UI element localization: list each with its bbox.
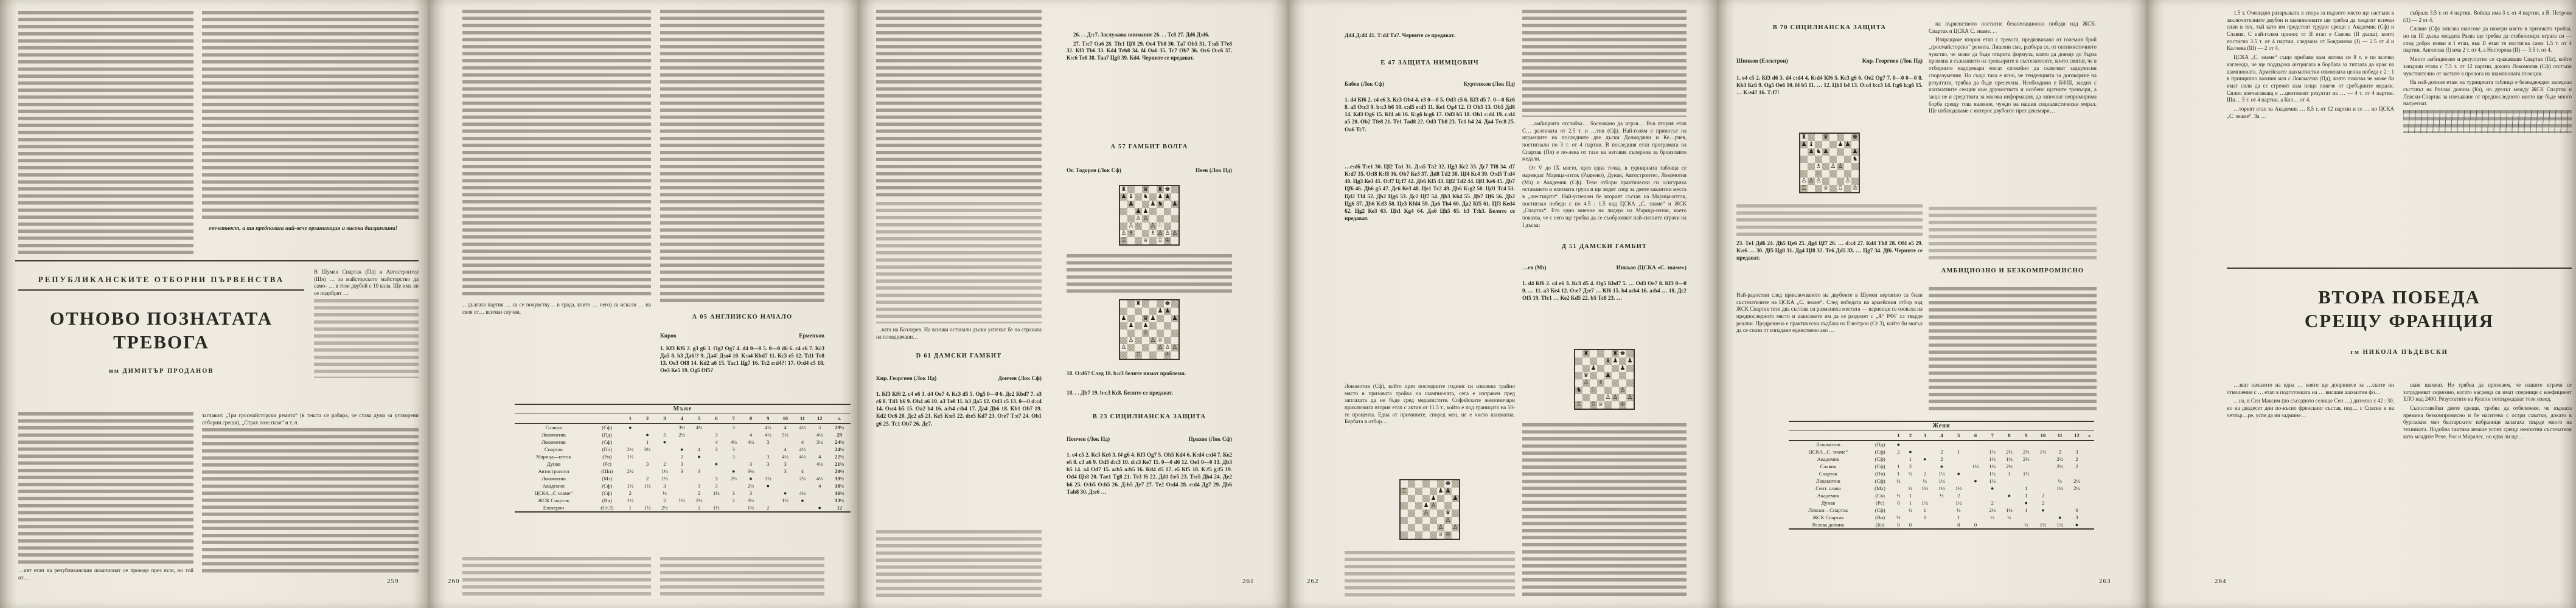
article-title bbox=[18, 307, 304, 375]
illegible-text-block bbox=[660, 557, 824, 597]
annotation: 18. О:d6? След 18. b:с3 белите нямат проблеми. bbox=[1067, 370, 1186, 376]
illegible-text-block bbox=[876, 530, 1042, 597]
left-fragment: …дългата партия … са се почувству… в града, които … него) са искали … на своя от… всички случаи, bbox=[462, 302, 651, 315]
body-left-column bbox=[18, 412, 193, 598]
women-report-right-text: събрала 3.5 т. от 4 партии. Войска има 3 т. от 4 партии, а В. Петрова (II) — 2 от 4. Славия (Сф) запазва шансове да намери място в призовата тройка, но на III дъска младата Раева ще трябва да стабилизира играта си — след добри изяви в I етап, във II етап тя постигна само 1.5 т. от 4 партии. Ангелова (I) има 2 т. от 4, а Несторова (II) — 3.5 т. от 4. Много амбициозно и резултатно се сражаваше Спартак (Пл), който завърши етапа с 7.5 т. от 12 партии, докато Локомотив (Сф) отстъпи чувствително от заетите в пролога на шампионата позиции. На най-долния етаж на турнирната таблица е безнадеждно заседнал съставът на Розова долина (Кз), но дуелът между ЖСК Спартак и Левски-Спартак за измъкване от предпоследното място ще бъде много напрегнат. bbox=[2403, 10, 2572, 107]
body-left-text: …ият етап на републиканския шампионат се проведе през юли, но той от… bbox=[18, 567, 193, 581]
page-260 bbox=[430, 0, 858, 608]
players-line bbox=[1522, 265, 1687, 271]
side-column bbox=[314, 269, 419, 404]
black-player: Куртенков (Лок Пд) bbox=[1463, 81, 1515, 88]
intro-right-column bbox=[202, 11, 419, 257]
title-line-2: СРЕЩУ ФРАНЦИЯ bbox=[2304, 309, 2494, 331]
game-heading-a05: А 05 АНГЛИЙСКО НАЧАЛО bbox=[692, 314, 793, 320]
title-line-2: ТРЕВОГА bbox=[113, 331, 209, 353]
cska-paragraph: Най-радостни след приключването на двубоите в Шумен вероятно са били състезателите на ЦСКА „С. знаме“. След победата на армейския отбор над ЖСК Спартак тези два състава си размениха местата — варненци се озоваха на предпоследното място и шансовете им да се разделят с „А“ РФГ са твърде реални. Предрешена е практически съдбата на Електрон (Ст 3), който би могъл да се спази от изпадане единствено ако … bbox=[1736, 292, 1923, 334]
title-line-1: ОТНОВО ПОЗНАТАТА bbox=[49, 308, 273, 329]
women-report-right bbox=[2403, 10, 2572, 263]
kicker-text: РЕПУБЛИКАНСКИТЕ ОТБОРНИ ПЪРВЕНСТВА bbox=[18, 275, 304, 291]
white-player: Шипков (Електрон) bbox=[1736, 58, 1788, 64]
black-player: Кир. Георгиев (Лок Пд) bbox=[1862, 58, 1923, 64]
white-player: Кир. Георгиев (Лок Пд) bbox=[876, 376, 937, 382]
women-report-left: 1.5 т. Очевидно развръзката в спора за първото място ще настъпи в заключителните двубои и шампионките ще трябва да хвърлят всички сили в тях, тъй като им предстоят трудни срещи с Академик (Сф) и Славия. С най-голям принос от II етап е Савова (II дъска), която постигна 3.5 т. от 4 партии, следвана от Бояджиева (I) — 2.5 от 4 и Калчева (III) — 2 от 4. ЦСКА „С. знаме“ също прибави към актива си 8 т. и по всичко изглежда, че ще поддържа интригата в борбата за титлата до края на шампионата. Армейските шахматистки извоюваха ценна победа с 2 : 1 в принципно важния мач с Локомотив (Пд), която показва че може би имат сили да се стремят към нещо повече от сребърните медали. Силно впечатляващ е …центовият резултат на … — 4 т. от 4 партии. Ши… 5 т. от 4 партии, а Кол… от 4. …торият етап за Академик … 8.5 т. от 12 партии и се … но ЦСКА „С. знаме“. За … bbox=[2227, 10, 2394, 119]
game-heading-d51: Д 51 ДАМСКИ ГАМБИТ bbox=[1561, 243, 1648, 250]
game-heading-b23: В 23 СИЦИЛИАНСКА ЗАЩИТА bbox=[1092, 413, 1206, 420]
game-continuation: 23. Те1 Дd6 24. Дh5 Це6 25. Дg4 Цf7 26. … d:с4 27. Кd4 Тh8 28. Оf4 е5 29. К:е6 … 30. Дf5 Цg8 31. Дg4 Цf8 32. Те6 Дd5 33. … Цg7 34. Дf6. Черните се предават. bbox=[1736, 240, 1923, 261]
body-right-column bbox=[202, 412, 419, 598]
chess-diagram: ♜ ♛ ♚ ♟ ♝ ♟ ♟ ♟ ♞ ♟ ♟ ♞ ♗ ♙ ♙ ♘ ♙ ♙ ♙ ♙ ♖ ♕ ♖ ♔ bbox=[1736, 133, 1923, 193]
page-number: 261 bbox=[1242, 578, 1255, 585]
illegible-text-block bbox=[462, 557, 651, 597]
players-line bbox=[1345, 81, 1515, 88]
illegible-text-block bbox=[876, 202, 1042, 323]
page-263 bbox=[1718, 0, 2146, 608]
body-right-text: заглавия: „Три гросмайсторски ремита“ (в текста се рабира, че става дума за уговорени отборни срещи), „Страх лозе пази“ и т. н. bbox=[202, 412, 419, 426]
page-264 bbox=[2148, 0, 2576, 608]
long-notation: …е:d6 Т:е1 30. Цf2 Та1 31. Д:а5 Та2 32. Цg3 Кс2 33. Дс7 Тf8 34. d7 К:d7 35. О:f8 К:f8 36. Оb7 Ке3 37. Дd8 Тd2 38. Цf4 Кс4 39. О:d5 Т:d4 40. Цg3 Ке3 41. О:f7 Ц:f7 42. Дb6 Кf5 43. Цf2 Тd2 44. Цf1 Ке6 45. Дb7 Цf6 46. Дb6 g5 47. Дс6 Ке3 48. Це1 Тс2 49. Дb6 К:g2 50. Цd1 Тс4 51. Цd2 Тf4 52. Дb2 Цg6 53. Дс2 Цf7 54. Дb3 Кh4 55. Дb7 Цf6 56. Дb2 Цg6 57. Дb6 К:f3 58. Це3 Кfd4 59. Да6 Тh4 60. Да2 Кf5 61. Цf3 Кеd4 62. Цg2 Ке3 63. Цh1 Кg4 64. Да6 Цh5 65. h3 Т:h3. Белите се предават. bbox=[1345, 164, 1515, 221]
illegible-text-block bbox=[1929, 287, 2097, 413]
players-line bbox=[1736, 58, 1923, 64]
game-moves: 1. е4 с5 2. Кс3 Кс6 3. f4 g6 4. Кf3 Оg7 5. Оb5 Кd4 6. К:d4 с:d4 7. Ке2 е6 8. с3 а6 9. Оd3 d:с3 10. d:с3 Ке7 11. 0—0 d6 12. Ое3 0—0 13. Дb3 b5 14. а4 Оd7 15. а:b5 а:b5 16. Кd4 d5 17. е5 Кf5 18. К:f5 g:f5 19. Оd4 Цh8 20. Тае1 Тg8 21. Те3 f6 22. Дd1 f:е5 23. Т:е5 Дh4 24. Де2 h6 25. О:b5 О:b5 26. Д:b5 Де7 27. Те2 О:d4 28. с:d4 Дg7 29. Дb6 Таb8 30. Д:е6 … bbox=[1067, 452, 1232, 495]
game-moves: 1. d4 Кf6 2. с4 е6 3. Кс3 Оb4 4. е3 0—0 5. Оd3 с5 6. Кf3 d5 7. 0—0 Кс6 8. а3 О:с3 9. b:с3 b6 10. с:d5 е:d5 11. Ке1 Оg4 12. f3 Оh5 13. Оb5 Дd6 14. Кd3 Оg6 15. Кf4 а6 16. К:g6 h:g6 17. Оd3 b5 18. Оb1 с:d4 19. с:d4 а5 20. Оb2 Тfе8 21. Те1 Таd8 22. Оd3 Тb8 23. Тс1 b4 24. Да4 Тес8 25. Оа6 Тс7. bbox=[1345, 97, 1515, 133]
article-title bbox=[2227, 286, 2572, 356]
standings-paragraphs: …амбицията отслабва… босновано да играя… Във втория етап С… разликата от 2.5 т. и …тив (Сф). Най-голям е приносът на играещите на последните две дъски Долмаджян и Ке…рчев, постигнали по 3 т. от 4 партии. В последния етап програмата на Спартак (Пл) е по-лека от тази на неговия съперник за бронзовите медали. От V до IX място, през една точка, в турнирната таблица се нареждат Марица-изток (Раднево), Дунав, Автостроител, Локомотив (Мз) и Академик (Сф). Тези отбори практически си осигуриха оставането в елитната група и ще водят спор за двете вакантни места в „шестицата“. Най-успешен бе вторият състав на Марица-изток, постигнал победи с по 4.5 : 1.5 над ЦСКА „С. знаме“ и ЖСК „Спартак“. Ето едно мнение на лидера на Марица-изток, което показва, че с него ще трябва да се съобразяват най-силните играчи на I дъска: bbox=[1522, 120, 1687, 228]
section-divider bbox=[15, 260, 419, 261]
illegible-text-block bbox=[202, 428, 419, 574]
black-player: Дончев (Лок Сф) bbox=[998, 376, 1042, 382]
game-heading-d61: D 61 ДАМСКИ ГАМБИТ bbox=[916, 353, 1002, 359]
section-heading-women: АМБИЦИОЗНО И БЕЗКОМПРОМИСНО bbox=[1941, 268, 2084, 274]
crossed-out-text-block bbox=[2403, 110, 2572, 133]
page-261 bbox=[859, 0, 1287, 608]
analysis-text: 26. . . Д:с7. Заслужава внимание 26. . . Тс8 27. Дd6 Д:d6. 27. Т:с7 Оа6 28. Тfс1 Цf8 29. Ое4 Тb8 30. Та7 Оb5 31. Т:а5 Т7е8 32. Кf3 Тb6 33. Кd4 Теb8 34. f4 Оа6 35. Тс7 Оb7 36. Ос6 О:с6 37. К:с6 Те8 38. Таа7 Цg8 39. Кd4. Черните се предават. bbox=[1067, 32, 1232, 61]
page-number: 264 bbox=[2215, 578, 2227, 585]
white-player: …ев (Мз) bbox=[1522, 265, 1547, 271]
chess-diagram: ♜ ♚ ♟ ♟ ♟ ♛ ♟ ♟ ♟ ♟ ♙ ♙ ♙ ♕ ♙ ♙ ♙ ♙ ♖ ♔ bbox=[1067, 299, 1232, 360]
white-player: Ог. Тодоров (Лок Сф) bbox=[1067, 168, 1121, 174]
intro-closing-line: отчетност, а тя предполага най-вече организация и висока дисциплина! bbox=[209, 226, 398, 232]
black-player: Инкьов (ЦСКА «С. знаме») bbox=[1616, 265, 1687, 271]
crosstable-men: Мъже 1 2 3 4 5 6 7 8 9 10 11 12 т. Славия (Сф) ● 3½ 4½ 3 4½ 4 4½ 5 29½ Локомотив (Пд) ● 5 2½ 3 4 4½ 5½ 4½ 29 Локомотив (Сф) 1 ● 4 4½ 4½ 3 4 3½ 24½ Спартак (Пл) 2½ 3½ ● 4 3 3 4 4½ 24½ Марица—изток (Рн) 1½ 2 ● 3 3 4½ 4½ 4 22½ Дунав (Рс) 3 2 3 ● 3 3 3 4½ 21½ Автостроител (Шн) 2½ 1½ 3 3 ● 3½ 3 4 20½ Локомотив (Мз) 2 1½ 3 2½ ● 3½ 2½ 4½ 19½ Академик (Сф) 1½ 1½ 3 3 3 2½ ● 4 18½ ЦСКА „С знаме“ (Сф) 2 ½ 2 1½ 3 3 ● 4½ 16½ ЖСК Спартак (Вн) 1½ 2 1½ 1½ 2 3½ 1½ ● 13½ Електрон (Ст.З) 1 1½ 2½ 2 1½ 1½ 2 ● 12 bbox=[515, 404, 851, 513]
page-259 bbox=[0, 0, 428, 608]
crosstable-women: Жени 1 2 3 4 5 6 7 8 9 10 11 12 т. Локомотив (Пд) ● ЦСКА „С. знаме“ (Сф) 2 ● 2 1 1½ 2½ 2½ 1½ 2 3 Академик (Сф) 1 ● 2 1½ 1½ 2½ 2½ 2 Славия (Сф) 1 2 ● 1½ 1½ 2½ 2½ 2 Спартак (Пл) 1 ½ 2 1½ ● 1½ 1 1½ Локомотив (Сф) ½ ½ 1½ ● 1½ ½ 2½ Септ. слава (Мх) ½ 1½ 1½ 1½ ● 1 1½ 2½ Академик (Св) ½ 1 ½ 2 ● 1 2 Дунав (Рс) 0 1 1½ 1½ 2 ● 2 Левски—Спартак (Сф) ½ 1 ½ 2½ 1½ 1 ● 0 ЖСК Спартак (Вн) ½ 0 1 ½ ½ ● 3 Розова долина (Кз) 0 0 0 0 ½ 1½ 1½ ● bbox=[1789, 421, 2094, 530]
black-player: Ерменков bbox=[799, 333, 824, 339]
game-moves: 1. е4 с5 2. Кf3 d6 3. d4 с:d4 4. К:d4 Кf6 5. Кс3 g6 6. Ое2 Оg7 7. 0—0 0—0 8. Кb3 Кс6 9. Оg5 Ое6 10. f4 b5 11. … 12. Цh1 b4 13. О:с4 b:с3 14. f:g6 h:g6 15. … К:е4? 16. Т:f7! bbox=[1736, 75, 1923, 96]
white-player: Попчев (Лок Пд) bbox=[1067, 437, 1110, 443]
illegible-text-block bbox=[1736, 204, 1923, 236]
section-divider bbox=[2227, 268, 2572, 269]
title-line-1: ВТОРА ПОБЕДА bbox=[2318, 286, 2480, 308]
black-player: Прахов (Лок Сф) bbox=[1188, 437, 1232, 443]
game-heading-e47: Е 47 ЗАЩИТА НИМЦОВИЧ bbox=[1380, 60, 1479, 66]
players-line bbox=[876, 376, 1042, 382]
game-heading-v70: В 70 СИЦИЛИАНСКА ЗАЩИТА bbox=[1772, 24, 1887, 31]
chess-diagram: ♚ ♖ ♟ ♟ ♟ ♟ ♟ ♙ ♙ ♛ ♙ ♙ ♙ ♕ ♔ bbox=[1345, 479, 1515, 540]
article-kicker bbox=[18, 275, 304, 291]
illegible-text-block bbox=[660, 10, 824, 305]
black-player: Пеев (Лок Пд) bbox=[1196, 168, 1232, 174]
game-ending-line: Дd4 Д:d4 41. Т:d4 Та7. Черните се предават. bbox=[1345, 32, 1455, 38]
annotation: 18. . . Дb7 19. b:с3 Кс8. Белите се предават. bbox=[1067, 390, 1173, 396]
white-player: Бабев (Лок Сф) bbox=[1345, 81, 1385, 88]
left-paragraph-text: …вата на Козларев. На всички останали дъски успехът бе на страната на пловдивчани… bbox=[876, 326, 1042, 340]
byline: мм ДИМИТЪР ПРОДАНОВ bbox=[108, 367, 214, 375]
page-number: 259 bbox=[387, 578, 399, 585]
white-player: Киров bbox=[660, 333, 677, 339]
chess-diagram: ♜ ♜ ♚ ♝ ♟ ♟ ♟ ♟ ♛ ♟ ♙ ♗ ♞ ♘ ♙ ♙ ♙ ♙ ♖ ♖ ♕ ♔ bbox=[1522, 349, 1687, 410]
page-262 bbox=[1289, 0, 1717, 608]
byline: гм НИКОЛА ПЪДЕВСКИ bbox=[2350, 348, 2448, 356]
right-column bbox=[660, 10, 824, 308]
illegible-text-block bbox=[1067, 254, 1232, 294]
page-number: 263 bbox=[2099, 578, 2111, 585]
illegible-text-block bbox=[1929, 207, 2097, 263]
left-column bbox=[462, 10, 651, 338]
illegible-text-block bbox=[1345, 551, 1515, 597]
left-paragraph bbox=[876, 202, 1042, 350]
side-text: В Шумен Спартак (Пл) и Автостроител (Шн) … за майсторското майсторство да само- … в този двубой с 10 кола. Ще има ли се подобрят … bbox=[314, 269, 419, 297]
illegible-text-block bbox=[1522, 423, 1687, 597]
page-number: 262 bbox=[1307, 578, 1319, 585]
players-line bbox=[660, 333, 824, 339]
players-line bbox=[1067, 168, 1232, 174]
chess-diagram: ♜ ♛ ♜ ♚ ♟ ♝ ♞ ♟ ♟ ♟ ♟ ♞ ♟ ♟ ♟ ♙ ♙ ♙ ♘ ♙ ♘ ♙ ♗ ♗ ♙ ♙ ♙ ♖ ♕ ♖ ♔ bbox=[1067, 185, 1232, 246]
illegible-text-block bbox=[314, 299, 419, 378]
article-body-left: …зват началото на една … която ще допринесе за …ските ни отношения с … етап в подготовката на … висшия шахматен фо… …на, в Сен Максим (по съседното селище Сен …) дително с 42 : 30, но на двадесет дни по-късно френският състав, под… с Спаски и на четвър…ре, успя да ни задмине… bbox=[2227, 382, 2394, 418]
illegible-text-block bbox=[18, 11, 193, 255]
illegible-text-block bbox=[462, 10, 651, 299]
game-moves: 1. d4 Кf6 2. с4 е6 3. Кс3 d5 4. Оg5 Кbd7 5. … Оd3 Ое7 8. Кf3 0—0 9. … 11. а3 Ке4 12. О:е7 Д:е7 … Кf6 15. b4 а:b4 16. а:b4 … 18. Дс2 Оf5 19. Тfс1 … Ке2 Кd5 22. b5 Тс8 23. … bbox=[1522, 280, 1687, 302]
game-moves: 1. Кf3 Кf6 2. g3 g6 3. Оg2 Оg7 4. d4 0—0 5. 0—0 d6 6. с4 с6 7. Кс3 Да5 8. h3 Да6!? 9. Да4! Д:а4 10. К:а4 Кbd7 11. Кс3 е5 12. Тd1 Те8 13. Ое3 Оf8 14. Кd2 а6 15. Тас1 Цg7 16. Тс2 е:d4?! 17. О:d4 с5 18. Ое3 Ке5 19. Оg5 Оf5? bbox=[660, 345, 824, 374]
page-number: 260 bbox=[448, 578, 460, 585]
article-body-right: ския шахмат. Но трябва да признаем, че нашите играчи се затрудняват сериозно, когато насреща си имат сперници с коефициент ЕЛО над 2400. Резултатите на Куатли потвърждават този извод. Съпоставяйки двете срещи, трябва да отбележим, че първата премина безкомпромисно и бе наситена с остри схватки, докато в бургаския мач българските избраници залагаха твърде много на техниката. Подобна тактика имаше успех срещу неопитни състезатели като младите Рене, Рос и Миралес, но едва ли ще… bbox=[2403, 382, 2572, 440]
editorial-paragraphs: на първенството постигне безапелационни победи над ЖСК-Спартак и ЦСКА С. знаме. . . Изпращаме втория етап с тревога, предизвикана от големия брой „гросмайсторски“ ремита. Лишени сме, разбира се, от оптимистичното чувство, че може да бъде открита формула, която да доведе до бърза промяна в съзнанието на треньорите и състезателите, които смятат, че в отборните надпревари могат спокойно да сключват задкулисни споразумения. Но също така е ясно, че тенденцията за договаряне на резултати, трябва да бъде пресечена. Необходимо е БФШ, заедно с шахматните секции към дружествата и особено щатните треньори, а защо не и средствата за масова информация, да започнат непримирима борба срещу това явление, чуждо на нашия социалистически морал. Ще наблюдаваме с интерес двубоите през декември… bbox=[1929, 21, 2097, 114]
players-line bbox=[1067, 437, 1232, 443]
lokomotiv-paragraph: Локомотив (Сф), който през последните години си извоюва трайно място в призовата тройка на шампионата, сега е изправен пред заплахата да не бъде сред медалистите. Софийските железничари приключиха втория етап с актив от 11.5 т., който е под границата на 50-те процента. Една от причините, според мен, не е чисто шахматна. Борбата в отбор… bbox=[1345, 383, 1515, 425]
game-moves: 1. Кf3 Кf6 2. с4 е6 3. d4 Ое7 4. Кс3 d5 5. Оg5 0—0 6. Дс2 Кbd7 7. е3 с6 8. Тd1 h6 9. Оh4 а6 10. а3 Те8 11. h3 Да5 12. Оd3 с5 13. 0—0 d:с4 14. О:с4 b5 15. Оа2 b4 16. а:b4 с:b4 17. Да4 Дb6 18. Кb1 Оb7 19. Кd2 Ос6 20. Дс2 а5 21. Ке5 К:е5 22. d:е5 Кd7 23. О:е7 Т:е7 24. Оb1 g6 25. Тс1 Оb7 26. Дс7. bbox=[876, 391, 1042, 427]
illegible-text-block bbox=[876, 10, 1042, 197]
game-heading-a57: А 57 ГАМБИТ ВОЛГА bbox=[1110, 143, 1188, 150]
illegible-text-block bbox=[1522, 10, 1687, 117]
illegible-text-block bbox=[18, 412, 193, 564]
illegible-text-block bbox=[202, 11, 419, 221]
